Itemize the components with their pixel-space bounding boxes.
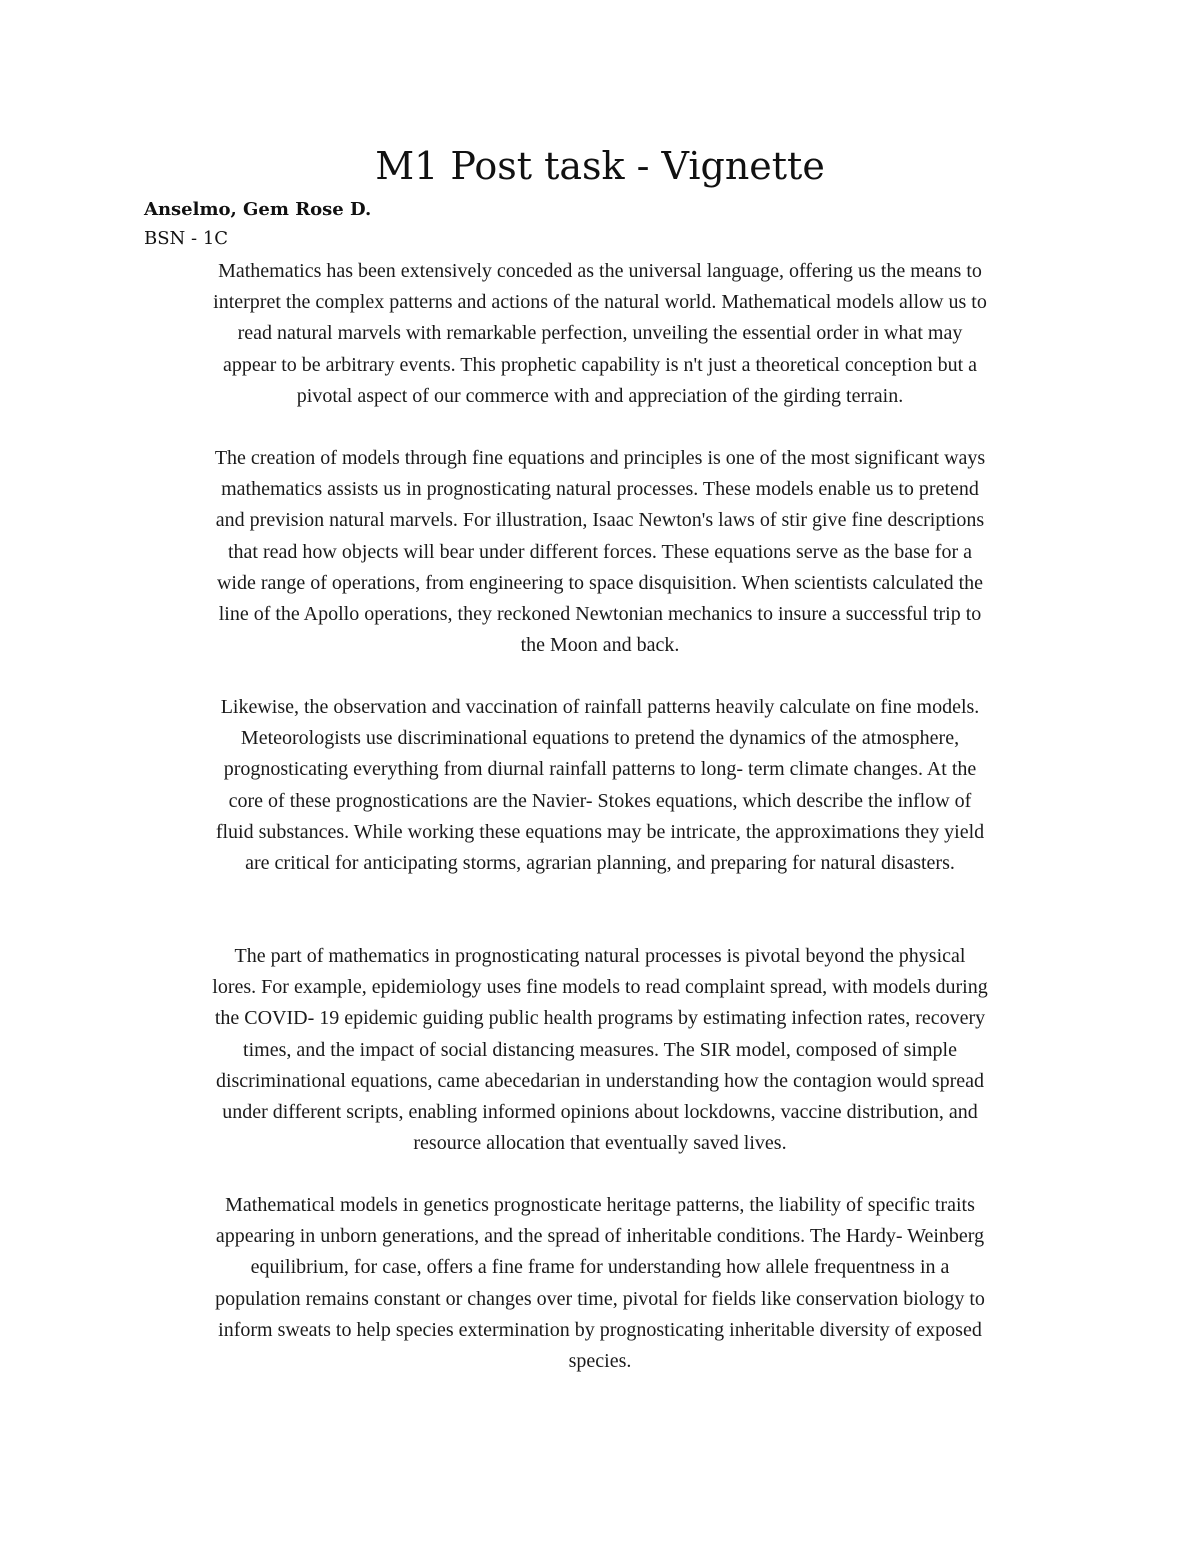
paragraph-1 [140, 256, 1060, 412]
text-line: that read how objects will bear under different forces. These equations serve as the base for a [228, 540, 972, 563]
text-line: read natural marvels with remarkable perfection, unveiling the essential order in what may [237, 322, 963, 345]
paragraph-2 [140, 443, 1060, 661]
text-line: discriminational equations, came abecedarian in understanding how the contagion would spread [215, 1069, 985, 1092]
text-line: equilibrium, for case, offers a fine frame for understanding how allele frequentness in a [250, 1256, 950, 1279]
text-line: resource allocation that eventually saved lives. [413, 1132, 787, 1155]
text-line: the Moon and back. [520, 634, 680, 657]
text-line: appearing in unborn generations, and the spread of inheritable conditions. The Hardy- Weinberg [215, 1225, 985, 1248]
text-line: wide range of operations, from engineering to space disquisition. When scientists calculated the [216, 571, 984, 594]
text-line: line of the Apollo operations, they reckoned Newtonian mechanics to insure a successful trip to [218, 603, 982, 626]
text-line: lores. For example, epidemiology uses fine models to read complaint spread, with models during [212, 976, 988, 999]
text-line: population remains constant or changes over time, pivotal for fields like conservation biology to [215, 1287, 985, 1310]
text-line: inform sweats to help species extermination by prognosticating inheritable diversity of exposed [218, 1318, 982, 1341]
text-line: The part of mathematics in prognosticating natural processes is pivotal beyond the physical [234, 945, 966, 967]
paragraph-4 [140, 941, 1060, 1159]
text-line: Meteorologists use discriminational equations to pretend the dynamics of the atmosphere, [240, 727, 960, 750]
text-line: Mathematical models in genetics prognosticate heritage patterns, the liability of specific traits [225, 1194, 975, 1216]
text-line: Likewise, the observation and vaccination of rainfall patterns heavily calculate on fine models. [220, 696, 980, 718]
text-line: pivotal aspect of our commerce with and appreciation of the girding terrain. [296, 384, 904, 407]
author-name: Anselmo, Gem Rose D. [144, 199, 372, 220]
text-line: and prevision natural marvels. For illustration, Isaac Newton's laws of stir give fine descriptions [215, 509, 985, 532]
text-line: appear to be arbitrary events. This prophetic capability is n't just a theoretical conception but a [222, 353, 978, 376]
text-line: are critical for anticipating storms, agrarian planning, and preparing for natural disasters. [245, 852, 955, 875]
text-line: The creation of models through fine equations and principles is one of the most significant ways [214, 447, 986, 469]
text-line: mathematics assists us in prognosticating natural processes. These models enable us to pretend [221, 478, 979, 501]
text-line: core of these prognostications are the Navier- Stokes equations, which describe the inflow of [228, 789, 972, 812]
text-line: Mathematics has been extensively conceded as the universal language, offering us the means to [218, 260, 982, 282]
section-label: BSN - 1C [144, 228, 229, 249]
text-line: species. [568, 1350, 632, 1373]
text-line: prognosticating everything from diurnal rainfall patterns to long- term climate changes. At the [223, 758, 977, 781]
text-line: fluid substances. While working these equations may be intricate, the approximations they yield [215, 820, 985, 843]
document-title: M1 Post task - Vignette [375, 144, 825, 188]
text-line: the COVID- 19 epidemic guiding public health programs by estimating infection rates, recovery [214, 1007, 986, 1030]
text-line: interpret the complex patterns and actions of the natural world. Mathematical models allow us to [213, 291, 987, 314]
text-line: under different scripts, enabling informed opinions about lockdowns, vaccine distribution, and [222, 1101, 978, 1124]
paragraph-5 [140, 1190, 1060, 1377]
paragraph-3 [140, 692, 1060, 879]
text-line: times, and the impact of social distancing measures. The SIR model, composed of simple [243, 1038, 957, 1061]
